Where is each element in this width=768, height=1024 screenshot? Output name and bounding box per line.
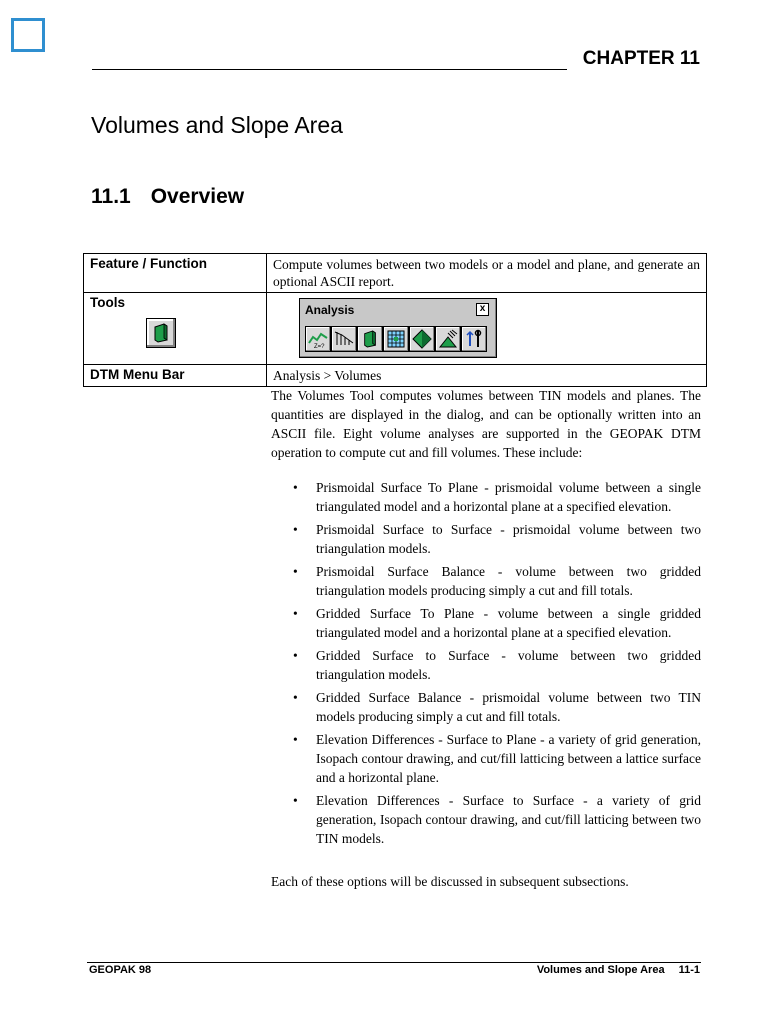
drape-icon[interactable] bbox=[435, 326, 461, 352]
closing-paragraph: Each of these options will be discussed in subsequent subsections. bbox=[271, 874, 629, 889]
diamond-icon[interactable] bbox=[409, 326, 435, 352]
page-title: Volumes and Slope Area bbox=[91, 112, 343, 138]
list-item: • Prismoidal Surface To Plane - prismoidal volume between a single triangulated model and a horizontal plane at a specified elevation. bbox=[316, 478, 701, 516]
palette-toolbar bbox=[305, 326, 487, 352]
contour-grid-icon[interactable] bbox=[331, 326, 357, 352]
list-item: • Gridded Surface to Surface - volume between two gridded triangulation models. bbox=[316, 646, 701, 684]
footer-section-title: Volumes and Slope Area bbox=[536, 964, 665, 976]
footer-section bbox=[537, 964, 700, 976]
row-label: Feature / Function bbox=[84, 254, 267, 293]
lattice-grid-icon[interactable] bbox=[383, 326, 409, 352]
row-value: Compute volumes between two models or a model and plane, and generate an optional ASCII report. bbox=[267, 254, 707, 293]
row-label: Tools bbox=[90, 295, 125, 310]
row-label: DTM Menu Bar bbox=[84, 365, 267, 387]
analysis-types-list bbox=[271, 478, 701, 848]
row-value: Analysis > Volumes bbox=[267, 365, 707, 387]
chapter-rule bbox=[92, 69, 567, 70]
footer-product: GEOPAK 98 bbox=[89, 964, 152, 976]
volumes-tool-button[interactable] bbox=[146, 318, 176, 348]
body-text bbox=[271, 386, 701, 891]
footer-rule bbox=[87, 962, 701, 963]
svg-text:Z=?: Z=? bbox=[314, 344, 325, 349]
table-row bbox=[84, 293, 707, 365]
analysis-palette bbox=[299, 298, 497, 358]
terrain-profile-icon[interactable] bbox=[305, 326, 331, 352]
list-item: • Gridded Surface Balance - prismoidal volume between two TIN models producing simply a cut and fill totals. bbox=[316, 688, 701, 726]
section-title: Overview bbox=[150, 185, 245, 208]
feature-table bbox=[83, 253, 707, 387]
tools-palette-cell bbox=[267, 293, 707, 365]
volumes-icon bbox=[152, 323, 170, 343]
list-item: • Elevation Differences - Surface to Plane - a variety of grid generation, Isopach contour drawing, and cut/fill latticing between a lattice surface and a horizontal plane. bbox=[316, 730, 701, 787]
list-item: • Elevation Differences - Surface to Surface - a variety of grid generation, Isopach contour drawing, and cut/fill latticing between two TIN models. bbox=[316, 791, 701, 848]
intro-paragraph: The Volumes Tool computes volumes between TIN models and planes. The quantities are displayed in the dialog, and can be optionally written into an ASCII file. Eight volume analyses are supported in the GEOPAK DTM operation to compute cut and fill volumes. These include: bbox=[271, 388, 701, 460]
volumes-icon[interactable] bbox=[357, 326, 383, 352]
list-item: • Gridded Surface To Plane - volume between a single gridded triangulated model and a horizontal plane at a specified elevation. bbox=[316, 604, 701, 642]
page-number: 11-1 bbox=[678, 964, 700, 976]
corner-box-icon bbox=[11, 18, 45, 52]
section-heading bbox=[91, 185, 244, 209]
palette-title: Analysis bbox=[305, 303, 355, 317]
tools-cell bbox=[84, 293, 267, 365]
list-item: • Prismoidal Surface to Surface - prismoidal volume between two triangulation models. bbox=[316, 520, 701, 558]
table-row bbox=[84, 254, 707, 293]
table-row bbox=[84, 365, 707, 387]
close-icon[interactable]: x bbox=[476, 303, 489, 316]
chapter-label: CHAPTER 11 bbox=[582, 48, 700, 69]
tools-icon[interactable] bbox=[461, 326, 487, 352]
section-number: 11.1 bbox=[91, 185, 131, 208]
list-item: • Prismoidal Surface Balance - volume between two gridded triangulation models producing simply a cut and fill totals. bbox=[316, 562, 701, 600]
